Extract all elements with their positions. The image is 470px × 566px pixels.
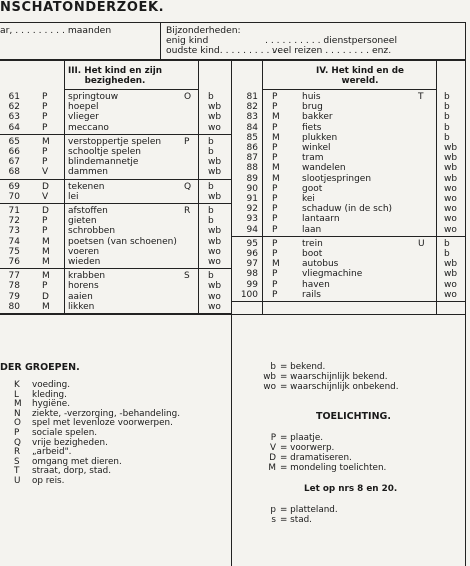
groups-legend-title: DER GROEPEN. bbox=[0, 362, 80, 373]
toelichting-desc: = dramatiseren. bbox=[280, 453, 352, 463]
item-number: 68 bbox=[8, 167, 20, 178]
item-category: M bbox=[272, 259, 280, 270]
item-text: huis bbox=[302, 92, 321, 102]
header-oudste-kind: oudste kind. . . . . . . . . . . . bbox=[166, 45, 287, 56]
item-category: P bbox=[42, 147, 48, 157]
item-number: 90 bbox=[246, 183, 258, 194]
item-category: V bbox=[42, 191, 49, 202]
table-row bbox=[0, 290, 470, 301]
item-number: 74 bbox=[8, 236, 20, 247]
item-value: b bbox=[444, 238, 450, 249]
group-key: N bbox=[14, 408, 21, 419]
section3-title-line1: III. Het kind en zijn bbox=[67, 66, 162, 76]
item-text: schrobben bbox=[68, 226, 116, 237]
item-text: schooltje spelen bbox=[68, 147, 141, 157]
item-number: 86 bbox=[246, 143, 258, 153]
group-desc: hygiëne. bbox=[32, 399, 71, 410]
item-number: 94 bbox=[246, 224, 258, 235]
group-letter: O bbox=[184, 92, 192, 102]
item-category: P bbox=[272, 269, 278, 280]
group-key: T bbox=[14, 466, 20, 477]
item-text: fiets bbox=[302, 122, 322, 133]
group-desc: ziekte, -verzorging, -behandeling. bbox=[32, 408, 180, 419]
group-letter: S bbox=[184, 271, 190, 282]
item-number: 87 bbox=[246, 153, 258, 164]
header-rule bbox=[64, 89, 198, 90]
item-value: wb bbox=[444, 259, 458, 270]
toelichting-key: M bbox=[268, 463, 276, 473]
right-bottom-rule bbox=[231, 314, 466, 315]
item-category: M bbox=[42, 301, 50, 312]
group-desc: omgang met dieren. bbox=[32, 456, 122, 467]
table-row bbox=[0, 225, 470, 236]
group-rule bbox=[231, 301, 466, 302]
item-category: D bbox=[42, 181, 49, 192]
item-value: wo bbox=[444, 183, 457, 194]
section4-title-line1: IV. Het kind en de bbox=[316, 66, 404, 76]
item-text: tram bbox=[302, 153, 324, 164]
item-number: 97 bbox=[246, 259, 258, 270]
place-desc: = platteland. bbox=[280, 505, 338, 515]
item-number: 69 bbox=[8, 181, 20, 192]
item-value: wo bbox=[444, 204, 457, 215]
item-text: krabben bbox=[68, 271, 106, 282]
item-value: b bbox=[208, 271, 214, 282]
item-number: 72 bbox=[8, 216, 20, 227]
item-text: bakker bbox=[302, 112, 333, 123]
item-category: P bbox=[42, 112, 48, 123]
item-number: 80 bbox=[8, 301, 20, 312]
item-category: M bbox=[272, 132, 280, 143]
group-desc: voeding. bbox=[32, 380, 70, 390]
item-value: wo bbox=[444, 224, 457, 235]
group-key: Q bbox=[14, 437, 21, 448]
group-key: P bbox=[14, 428, 20, 438]
item-category: P bbox=[42, 92, 48, 102]
item-value: wb bbox=[208, 191, 222, 202]
code-desc: = waarschijnlijk onbekend. bbox=[280, 382, 399, 392]
item-value: b bbox=[444, 132, 450, 143]
item-category: M bbox=[42, 271, 50, 282]
code-key: b bbox=[270, 362, 276, 372]
section3-title-line2: bezigheden. bbox=[84, 76, 146, 86]
item-category: P bbox=[272, 214, 278, 225]
item-category: P bbox=[42, 281, 48, 292]
item-value: b bbox=[444, 122, 450, 133]
item-text: verstoppertje spelen bbox=[68, 136, 162, 147]
item-category: M bbox=[272, 112, 280, 123]
group-desc: op reis. bbox=[32, 476, 65, 486]
group-letter: Q bbox=[184, 181, 192, 192]
item-text: rails bbox=[302, 289, 321, 300]
item-text: lantaarn bbox=[302, 214, 340, 225]
item-text: lei bbox=[68, 191, 79, 202]
item-number: 67 bbox=[8, 157, 20, 168]
item-text: likken bbox=[68, 301, 95, 312]
item-value: b bbox=[208, 92, 214, 102]
item-number: 66 bbox=[8, 147, 20, 157]
item-text: plukken bbox=[302, 132, 338, 143]
item-number: 88 bbox=[246, 163, 258, 174]
item-value: wo bbox=[208, 257, 221, 267]
item-text: horens bbox=[68, 281, 99, 292]
item-value: wo bbox=[208, 122, 221, 133]
code-desc: = waarschijnlijk bekend. bbox=[280, 372, 388, 382]
item-number: 64 bbox=[8, 122, 20, 133]
table-row bbox=[0, 302, 470, 313]
item-category: P bbox=[272, 92, 278, 102]
item-value: wb bbox=[208, 167, 222, 178]
group-key: S bbox=[14, 456, 20, 467]
item-text: laan bbox=[302, 224, 322, 235]
item-number: 62 bbox=[8, 102, 20, 113]
header-bijzonderheden-label: Bijzonderheden: bbox=[166, 25, 241, 36]
item-number: 91 bbox=[246, 194, 258, 204]
item-text: haven bbox=[302, 279, 330, 290]
item-number: 70 bbox=[8, 191, 20, 202]
item-text: goot bbox=[302, 183, 323, 194]
note-text: Let op nrs 8 en 20. bbox=[304, 484, 398, 494]
header-rule bbox=[262, 89, 436, 90]
item-value: wb bbox=[444, 143, 458, 153]
item-text: aaien bbox=[68, 291, 93, 302]
item-text: poetsen (van schoenen) bbox=[68, 236, 177, 247]
item-text: dammen bbox=[68, 167, 109, 178]
item-category: P bbox=[272, 143, 278, 153]
section3-title bbox=[40, 66, 190, 86]
group-key: U bbox=[14, 476, 21, 486]
toelichting-desc: = mondeling toelichten. bbox=[280, 463, 387, 473]
item-value: wb bbox=[208, 102, 222, 113]
toelichting-desc: = plaatje. bbox=[280, 433, 324, 443]
item-value: b bbox=[208, 147, 214, 157]
item-text: boot bbox=[302, 249, 323, 259]
item-category: D bbox=[42, 206, 49, 216]
header-box bbox=[0, 22, 466, 60]
item-category: P bbox=[272, 122, 278, 133]
item-number: 81 bbox=[246, 92, 258, 102]
header-veel-reizen: veel reizen . . . . . . . . enz. bbox=[272, 45, 392, 56]
item-number: 99 bbox=[246, 279, 258, 290]
group-desc: „arbeid". bbox=[32, 447, 72, 458]
group-desc: straat, dorp, stad. bbox=[32, 466, 112, 477]
item-number: 92 bbox=[246, 204, 258, 215]
code-desc: = bekend. bbox=[280, 362, 326, 372]
item-category: P bbox=[272, 238, 278, 249]
column-rule bbox=[262, 60, 263, 314]
item-number: 95 bbox=[246, 238, 258, 249]
item-category: M bbox=[42, 246, 50, 257]
group-letter: R bbox=[184, 206, 191, 216]
header-dienstpersoneel: . . . . . . . . . . dienstpersoneel bbox=[265, 35, 398, 46]
item-category: P bbox=[272, 249, 278, 259]
item-number: 71 bbox=[8, 206, 20, 216]
header-age-field: ar, . . . . . . . . . maanden bbox=[0, 25, 112, 36]
item-category: V bbox=[42, 167, 49, 178]
item-number: 78 bbox=[8, 281, 20, 292]
item-text: gieten bbox=[68, 216, 97, 227]
item-category: P bbox=[272, 153, 278, 164]
item-category: P bbox=[42, 122, 48, 133]
group-key: M bbox=[14, 399, 22, 410]
item-number: 76 bbox=[8, 257, 20, 267]
group-letter: P bbox=[184, 136, 190, 147]
item-value: wb bbox=[444, 173, 458, 184]
toelichting-key: D bbox=[269, 453, 276, 463]
item-text: springtouw bbox=[68, 92, 119, 102]
table-top-rule bbox=[0, 60, 466, 61]
item-text: vlieger bbox=[68, 112, 99, 123]
item-value: wo bbox=[208, 246, 221, 257]
item-number: 77 bbox=[8, 271, 20, 282]
item-category: M bbox=[272, 163, 280, 174]
item-number: 85 bbox=[246, 132, 258, 143]
item-category: P bbox=[272, 289, 278, 300]
item-category: P bbox=[42, 226, 48, 237]
item-value: b bbox=[444, 112, 450, 123]
item-value: b bbox=[444, 102, 450, 113]
item-category: P bbox=[272, 194, 278, 204]
item-text: hoepel bbox=[68, 102, 99, 113]
item-value: wb bbox=[208, 281, 222, 292]
item-category: P bbox=[272, 224, 278, 235]
item-category: P bbox=[42, 102, 48, 113]
item-category: D bbox=[42, 291, 49, 302]
toelichting-title: TOELICHTING. bbox=[316, 411, 391, 422]
page-title: NSCHATONDERZOEK. bbox=[0, 0, 165, 15]
item-text: blindemannetje bbox=[68, 157, 139, 168]
item-value: b bbox=[208, 136, 214, 147]
group-letter: U bbox=[418, 238, 425, 249]
item-text: schaduw (in de sch) bbox=[302, 204, 393, 215]
section4-title-line2: wereld. bbox=[341, 76, 379, 86]
item-category: M bbox=[42, 136, 50, 147]
item-text: tekenen bbox=[68, 181, 105, 192]
group-desc: sociale spelen. bbox=[32, 428, 98, 438]
item-number: 93 bbox=[246, 214, 258, 225]
item-category: P bbox=[272, 204, 278, 215]
item-number: 84 bbox=[246, 122, 258, 133]
item-value: wo bbox=[444, 289, 457, 300]
group-key: R bbox=[14, 447, 21, 458]
item-category: M bbox=[272, 173, 280, 184]
item-category: P bbox=[42, 216, 48, 227]
group-key: L bbox=[14, 389, 19, 400]
toelichting-desc: = voorwerp. bbox=[280, 443, 335, 453]
item-category: M bbox=[42, 257, 50, 267]
item-value: wo bbox=[444, 194, 457, 204]
item-text: slootjespringen bbox=[302, 173, 372, 184]
place-key: s bbox=[271, 515, 276, 525]
item-value: wb bbox=[208, 226, 222, 237]
group-desc: spel met levenloze voorwerpen. bbox=[32, 418, 173, 429]
item-text: wandelen bbox=[302, 163, 346, 174]
code-key: wb bbox=[263, 372, 276, 382]
group-desc: kleding. bbox=[32, 389, 67, 400]
item-value: b bbox=[444, 249, 450, 259]
item-number: 98 bbox=[246, 269, 258, 280]
item-category: P bbox=[272, 279, 278, 290]
group-key: K bbox=[14, 380, 20, 390]
item-text: wieden bbox=[68, 257, 101, 267]
group-desc: vrije bezigheden. bbox=[32, 437, 108, 448]
item-text: vliegmachine bbox=[302, 269, 363, 280]
item-value: b bbox=[208, 216, 214, 227]
section4-title bbox=[290, 66, 430, 86]
item-text: kei bbox=[302, 194, 315, 204]
item-value: wo bbox=[444, 214, 457, 225]
item-number: 79 bbox=[8, 291, 20, 302]
item-number: 75 bbox=[8, 246, 20, 257]
item-value: b bbox=[208, 181, 214, 192]
group-letter: T bbox=[418, 92, 424, 102]
item-text: autobus bbox=[302, 259, 339, 270]
left-bottom-rule bbox=[0, 314, 231, 315]
item-number: 83 bbox=[246, 112, 258, 123]
group-key: O bbox=[14, 418, 21, 429]
item-value: wb bbox=[208, 112, 222, 123]
item-category: P bbox=[272, 102, 278, 113]
item-number: 100 bbox=[240, 289, 258, 300]
toelichting-key: P bbox=[270, 433, 276, 443]
item-number: 89 bbox=[246, 173, 258, 184]
item-text: brug bbox=[302, 102, 323, 113]
item-number: 73 bbox=[8, 226, 20, 237]
item-value: b bbox=[208, 206, 214, 216]
item-text: voeren bbox=[68, 246, 100, 257]
item-value: wb bbox=[208, 157, 222, 168]
item-number: 61 bbox=[8, 92, 20, 102]
item-value: wb bbox=[444, 163, 458, 174]
toelichting-key: V bbox=[269, 443, 276, 453]
place-key: p bbox=[270, 505, 276, 515]
item-value: wo bbox=[208, 291, 221, 302]
item-category: M bbox=[42, 236, 50, 247]
item-number: 65 bbox=[8, 136, 20, 147]
item-value: wo bbox=[444, 279, 457, 290]
item-number: 63 bbox=[8, 112, 20, 123]
item-text: trein bbox=[302, 238, 323, 249]
header-enig-kind: enig kind bbox=[166, 35, 209, 46]
place-desc: = stad. bbox=[280, 515, 312, 525]
code-key: wo bbox=[263, 382, 276, 392]
column-rule bbox=[436, 60, 437, 314]
item-category: P bbox=[272, 183, 278, 194]
item-category: P bbox=[42, 157, 48, 168]
item-value: wb bbox=[444, 153, 458, 164]
item-number: 82 bbox=[246, 102, 258, 113]
item-value: wb bbox=[444, 269, 458, 280]
item-text: meccano bbox=[68, 122, 109, 133]
item-value: b bbox=[444, 92, 450, 102]
item-value: wo bbox=[208, 301, 221, 312]
item-number: 96 bbox=[246, 249, 258, 259]
item-value: wb bbox=[208, 236, 222, 247]
item-text: afstoffen bbox=[68, 206, 108, 216]
header-divider bbox=[160, 23, 161, 59]
group-rule bbox=[231, 236, 466, 237]
item-text: winkel bbox=[302, 143, 331, 153]
